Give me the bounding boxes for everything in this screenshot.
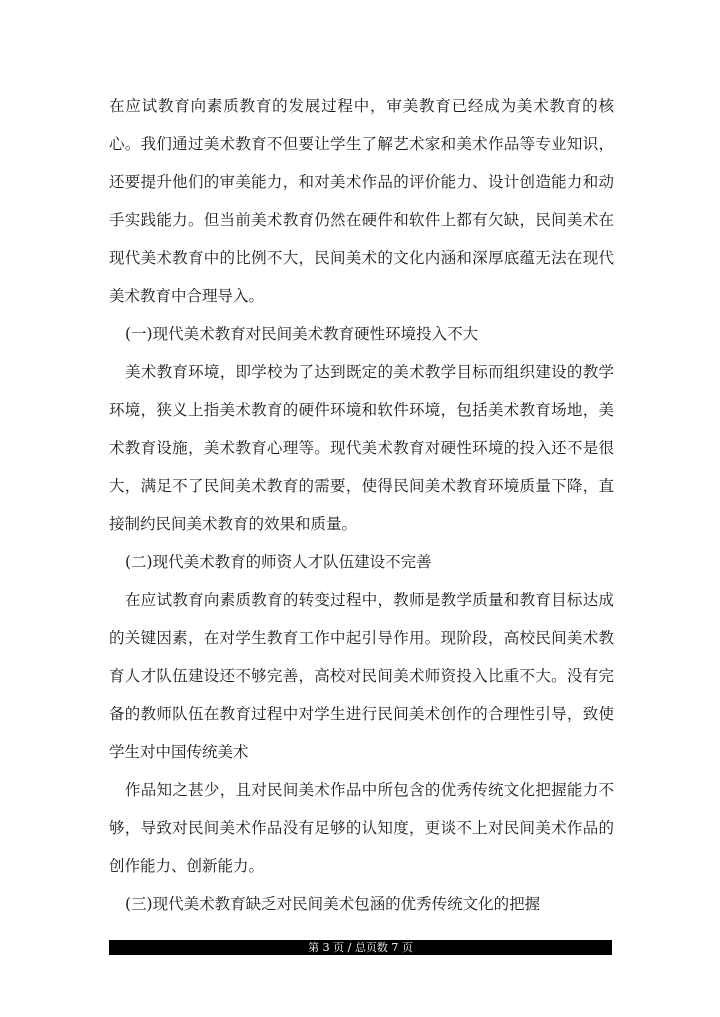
paragraph-line: 手实践能力。但当前美术教育仍然在硬件和软件上都有欠缺，民间美术在 [109, 211, 614, 229]
paragraph-line: 的关键因素，在对学生教育工作中起引导作用。现阶段，高校民间美术教 [109, 629, 614, 647]
paragraph-line: 现代美术教育中的比例不大，民间美术的文化内涵和深厚底蕴无法在现代 [109, 249, 614, 267]
paragraph-line: 美术教育环境，即学校为了达到既定的美术教学目标而组织建设的教学 [125, 363, 614, 381]
paragraph-line: 接制约民间美术教育的效果和质量。 [109, 515, 358, 533]
paragraph-line: 育人才队伍建设还不够完善，高校对民间美术师资投入比重不大。没有完 [109, 667, 614, 685]
paragraph-line: 学生对中国传统美术 [109, 743, 249, 761]
section-heading: (三)现代美术教育缺乏对民间美术包涵的优秀传统文化的把握 [125, 895, 541, 913]
paragraph-line: 在应试教育向素质教育的转变过程中，教师是教学质量和教育目标达成 [125, 591, 614, 609]
paragraph-line: 作品知之甚少，且对民间美术作品中所包含的优秀传统文化把握能力不 [125, 781, 614, 799]
paragraph-line: 在应试教育向素质教育的发展过程中，审美教育已经成为美术教育的核 [109, 97, 614, 115]
paragraph-line: 术教育设施，美术教育心理等。现代美术教育对硬性环境的投入还不是很 [109, 439, 614, 457]
paragraph-line: 大，满足不了民间美术教育的需要，使得民间美术教育环境质量下降，直 [109, 477, 614, 495]
section-heading: (二)现代美术教育的师资人才队伍建设不完善 [125, 553, 432, 571]
paragraph-line: 创作能力、创新能力。 [109, 857, 265, 875]
paragraph-line: 够，导致对民间美术作品没有足够的认知度，更谈不上对民间美术作品的 [109, 819, 614, 837]
section-heading: (一)现代美术教育对民间美术教育硬性环境投入不大 [125, 325, 479, 343]
paragraph-line: 备的教师队伍在教育过程中对学生进行民间美术创作的合理性引导，致使 [109, 705, 614, 723]
paragraph-line: 心。我们通过美术教育不但要让学生了解艺术家和美术作品等专业知识， [109, 135, 614, 153]
paragraph-line: 还要提升他们的审美能力，和对美术作品的评价能力、设计创造能力和动 [109, 173, 614, 191]
paragraph-line: 美术教育中合理导入。 [109, 287, 265, 305]
paragraph-line: 环境，狭义上指美术教育的硬件环境和软件环境，包括美术教育场地，美 [109, 401, 614, 419]
page-footer: 第 3 页 / 总页数 7 页 [109, 940, 612, 955]
